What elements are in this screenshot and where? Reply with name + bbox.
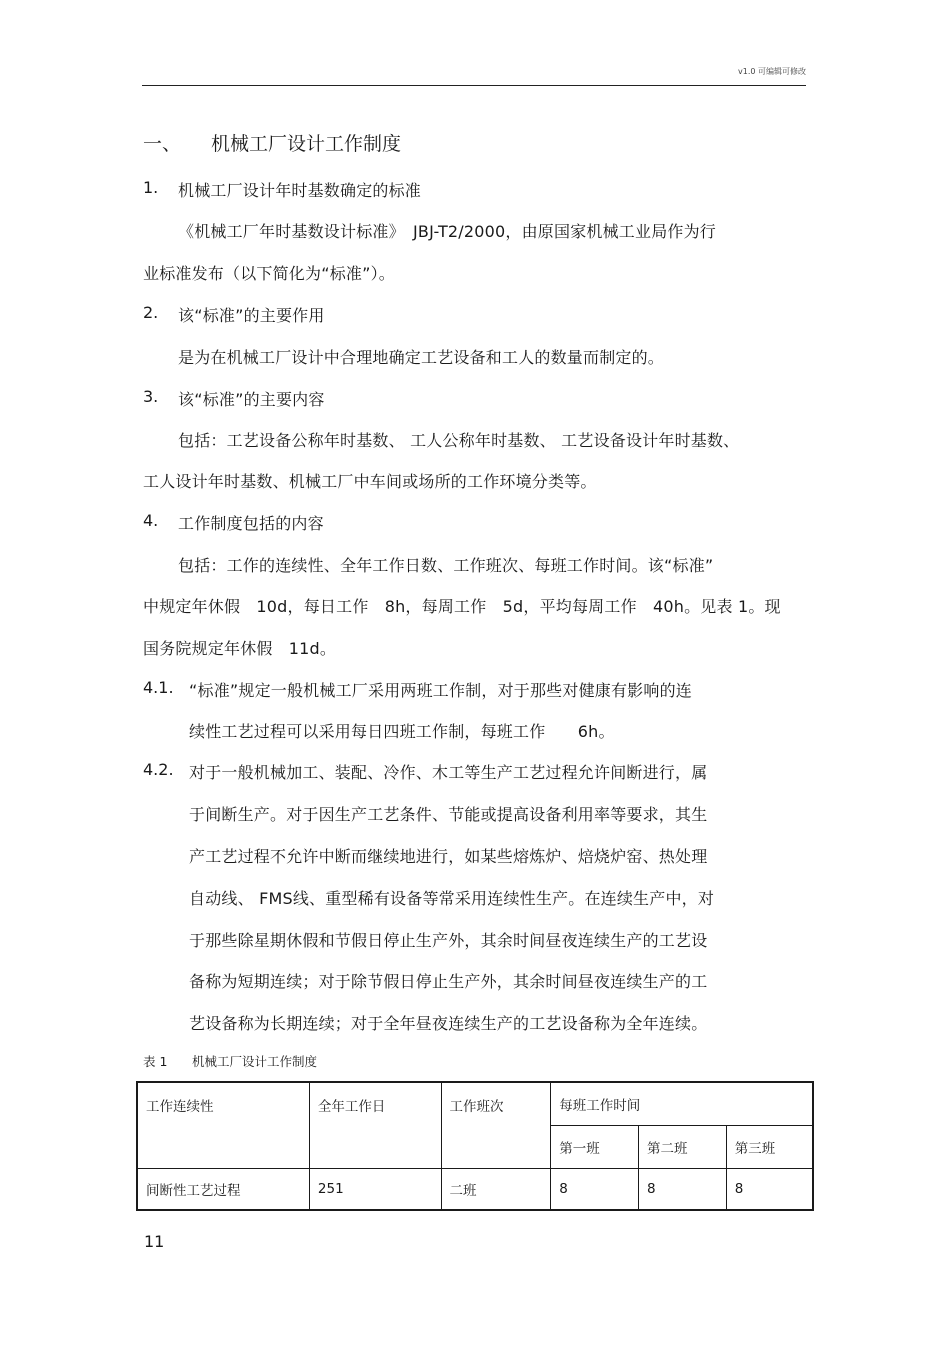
item-2-number: 2.: [143, 303, 159, 322]
section-marker: 一、: [143, 133, 182, 155]
table-row: [137, 1168, 813, 1210]
item-3-number: 3.: [143, 387, 159, 406]
paragraph-1-line-2: 业标准发布（以下简化为“标准”）。: [143, 264, 395, 283]
cell-annual-days: 251: [309, 1168, 441, 1210]
header-continuity: 工作连续性: [137, 1082, 309, 1168]
header-shift-2: 第二班: [638, 1125, 726, 1168]
table-header-row: [137, 1082, 813, 1125]
subitem-4-2-line-6: 备称为短期连续；对于除节假日停止生产外，其余时间昼夜连续生产的工: [189, 972, 708, 991]
header-shifts: 工作班次: [441, 1082, 551, 1168]
subitem-4-1-line-2: 续性工艺过程可以采用每日四班工作制，每班工作 6h。: [189, 722, 615, 741]
item-4-title: 工作制度包括的内容: [178, 514, 324, 533]
subitem-4-2-number: 4.2.: [143, 760, 174, 779]
subitem-4-1-number: 4.1.: [143, 678, 174, 697]
subitem-4-1-line-1: “标准”规定一般机械工厂采用两班工作制，对于那些对健康有影响的连: [189, 681, 692, 700]
header-shift-hours: 每班工作时间: [551, 1082, 813, 1125]
table-caption-label: 表 1: [143, 1054, 168, 1069]
item-2-title: 该“标准”的主要作用: [178, 306, 325, 325]
page-number: 11: [144, 1232, 165, 1251]
paragraph-4-line-1: 包括：工作的连续性、全年工作日数、工作班次、每班工作时间。该“标准”: [178, 556, 714, 575]
subitem-4-2-line-2: 于间断生产。对于因生产工艺条件、节能或提高设备利用率等要求，其生: [189, 805, 708, 824]
paragraph-4-line-2: 中规定年休假 10d，每日工作 8h，每周工作 5d，平均每周工作 40h。见表 1。现: [143, 597, 781, 616]
version-note: v1.0 可编辑可修改: [738, 67, 806, 76]
header-rule: [142, 85, 806, 86]
paragraph-4-line-3: 国务院规定年休假 11d。: [143, 639, 337, 658]
subitem-4-2-line-3: 产工艺过程不允许中断而继续地进行，如某些熔炼炉、焙烧炉窑、热处理: [189, 847, 708, 866]
paragraph-1-line-1: 《机械工厂年时基数设计标准》 JBJ-T2/2000，由原国家机械工业局作为行: [178, 222, 717, 241]
subitem-4-2-line-5: 于那些除星期休假和节假日停止生产外，其余时间昼夜连续生产的工艺设: [189, 931, 708, 950]
cell-shift-1: 8: [551, 1168, 639, 1210]
subitem-4-2-line-1: 对于一般机械加工、装配、冷作、木工等生产工艺过程允许间断进行，属: [189, 763, 708, 782]
cell-shift-3: 8: [726, 1168, 813, 1210]
subitem-4-2-line-7: 艺设备称为长期连续；对于全年昼夜连续生产的工艺设备称为全年连续。: [189, 1014, 708, 1033]
table-caption-title: 机械工厂设计工作制度: [192, 1054, 318, 1069]
section-title: 机械工厂设计工作制度: [211, 133, 402, 155]
item-4-number: 4.: [143, 511, 159, 530]
header-annual-days: 全年工作日: [309, 1082, 441, 1168]
cell-shifts: 二班: [441, 1168, 551, 1210]
item-3-title: 该“标准”的主要内容: [178, 390, 325, 409]
header-shift-1: 第一班: [551, 1125, 639, 1168]
paragraph-2-line-1: 是为在机械工厂设计中合理地确定工艺设备和工人的数量而制定的。: [178, 348, 665, 367]
cell-continuity: 间断性工艺过程: [137, 1168, 309, 1210]
work-schedule-table: [136, 1081, 814, 1211]
item-1-title: 机械工厂设计年时基数确定的标准: [178, 181, 422, 200]
subitem-4-2-line-4: 自动线、 FMS线、重型稀有设备等常采用连续性生产。在连续生产中，对: [189, 889, 715, 908]
paragraph-3-line-2: 工人设计年时基数、机械工厂中车间或场所的工作环境分类等。: [143, 472, 597, 491]
item-1-number: 1.: [143, 178, 159, 197]
paragraph-3-line-1: 包括：工艺设备公称年时基数、 工人公称年时基数、 工艺设备设计年时基数、: [178, 431, 740, 450]
cell-shift-2: 8: [638, 1168, 726, 1210]
header-shift-3: 第三班: [726, 1125, 813, 1168]
